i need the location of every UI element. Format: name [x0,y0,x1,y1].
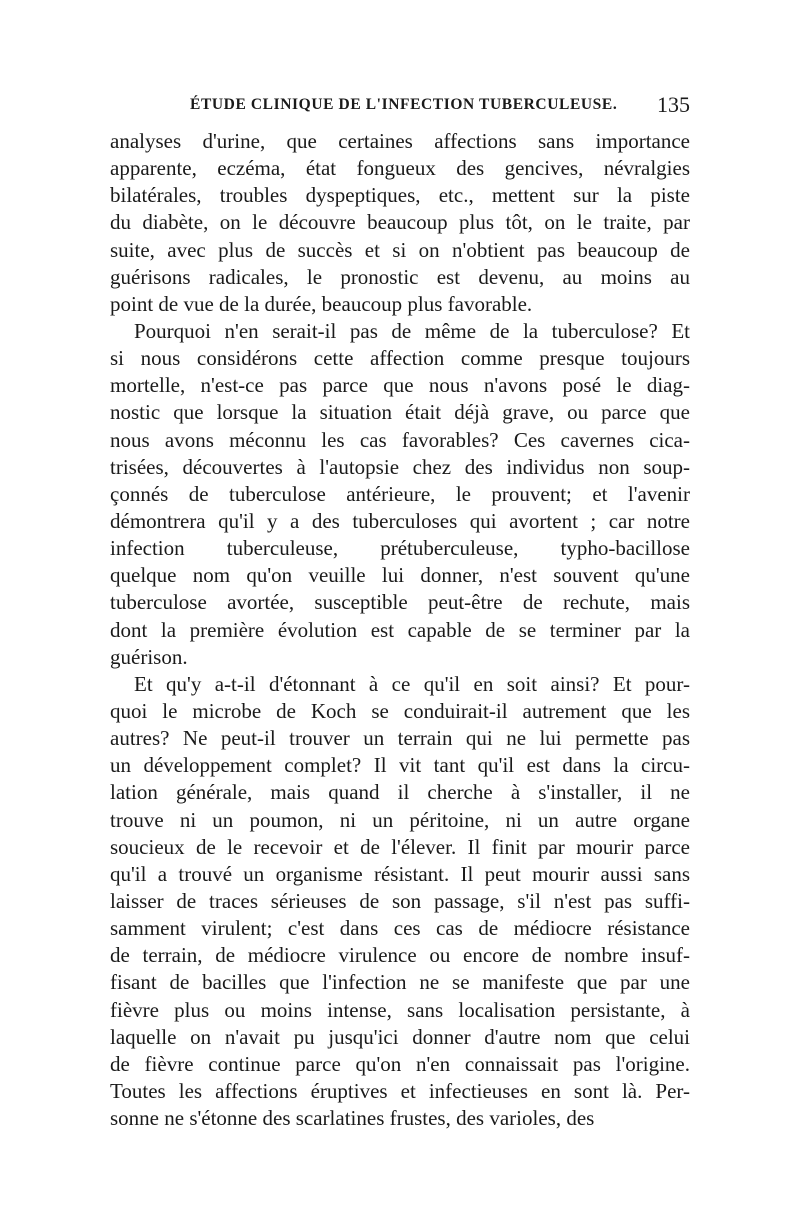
text-line: dont la première évolution est capable de se terminer par la [110,617,690,642]
text-line: nostic que lorsque la situation était déjà grave, ou parce que [110,400,690,425]
text-line: qu'il a trouvé un organisme résistant. Il peut mourir aussi sans [110,861,690,886]
text-line: çonnés de tuberculose antérieure, le prouvent; et l'avenir [110,481,690,506]
text-line: un développement complet? Il vit tant qu'il est dans la circu- [110,753,690,778]
text-line: tuberculose avortée, susceptible peut-être de rechute, mais [110,590,690,615]
text-line: Toutes les affections éruptives et infectieuses en sont là. Per- [110,1078,690,1103]
text-line: quelque nom qu'on veuille lui donner, n'est souvent qu'une [110,563,690,588]
text-line: démontrera qu'il y a des tuberculoses qui avortent ; car notre [110,508,690,533]
text-line: soucieux de le recevoir et de l'élever. Il finit par mourir parce [110,834,690,859]
text-line: infection tuberculeuse, prétuberculeuse, typho-bacillose [110,536,690,561]
text-line: apparente, eczéma, état fongueux des gencives, névralgies [110,156,690,181]
text-line: trisées, découvertes à l'autopsie chez des individus non soup- [110,454,690,479]
text-line: trouve ni un poumon, ni un péritoine, ni un autre organe [110,807,690,832]
text-line: guérison. [110,644,188,669]
text-line: fièvre plus ou moins intense, sans localisation persistante, à [110,997,690,1022]
text-line: quoi le microbe de Koch se conduirait-il autrement que les [110,698,690,723]
text-line: autres? Ne peut-il trouver un terrain qui ne lui permette pas [110,726,690,751]
body-text [110,128,690,1132]
text-line: Pourquoi n'en serait-il pas de même de la tuberculose? Et [134,318,690,343]
text-line: laquelle on n'avait pu jusqu'ici donner d'autre nom que celui [110,1024,690,1049]
text-line: guérisons radicales, le pronostic est devenu, au moins au [110,264,690,289]
text-line: lation générale, mais quand il cherche à s'installer, il ne [110,780,690,805]
page-number: 135 [657,92,690,117]
text-line: laisser de traces sérieuses de son passage, s'il n'est pas suffi- [110,888,690,913]
text-line: nous avons méconnu les cas favorables? Ces cavernes cica- [110,427,690,452]
text-line: mortelle, n'est-ce pas parce que nous n'avons posé le diag- [110,373,690,398]
text-line: analyses d'urine, que certaines affections sans importance [110,129,690,153]
text-line: Et qu'y a-t-il d'étonnant à ce qu'il en soit ainsi? Et pour- [134,671,690,696]
text-line: suite, avec plus de succès et si on n'obtient pas beaucoup de [110,237,690,262]
text-line: de fièvre continue parce qu'on n'en connaissait pas l'origine. [110,1051,690,1076]
text-line: si nous considérons cette affection comme presque toujours [110,346,690,371]
text-line: samment virulent; c'est dans ces cas de médiocre résistance [110,916,690,941]
text-line: point de vue de la durée, beaucoup plus favorable. [110,291,533,316]
text-line: sonne ne s'étonne des scarlatines frustes, des varioles, des [110,1106,595,1131]
text-line: du diabète, on le découvre beaucoup plus tôt, on le traite, par [110,210,690,235]
page-header [110,92,690,120]
running-head: ÉTUDE CLINIQUE DE L'INFECTION TUBERCULEUSE. [190,96,618,113]
text-line: fisant de bacilles que l'infection ne se manifeste que par une [110,970,690,995]
text-line: bilatérales, troubles dyspeptiques, etc., mettent sur la piste [110,183,690,208]
text-line: de terrain, de médiocre virulence ou encore de nombre insuf- [110,943,690,968]
